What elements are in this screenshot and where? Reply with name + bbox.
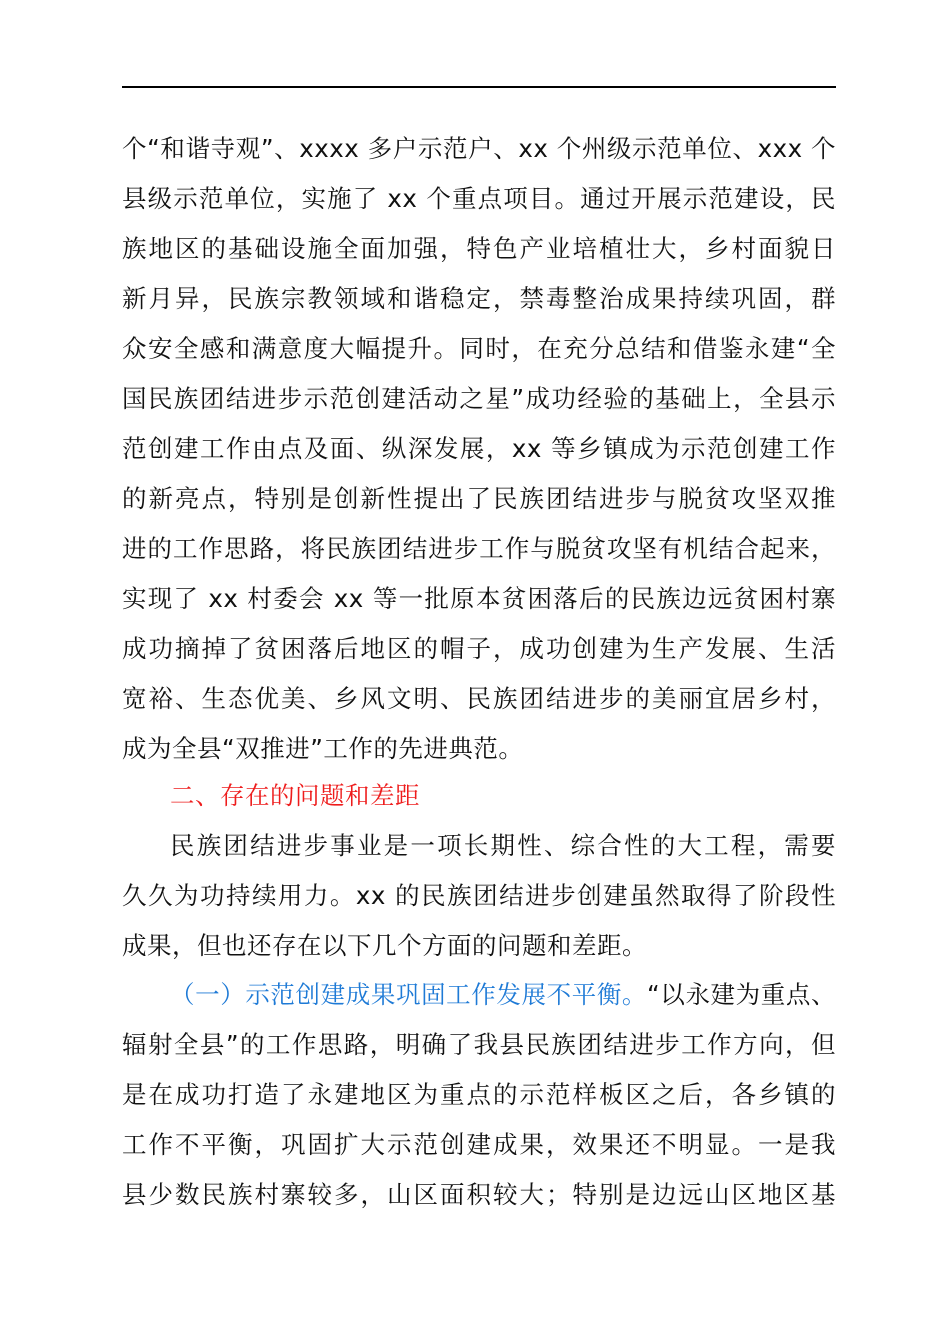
body-line: 宽裕、生态优美、乡风文明、民族团结进步的美丽宜居乡村， xyxy=(122,684,836,713)
body-line: 范创建工作由点及面、纵深发展，xx 等乡镇成为示范创建工作 xyxy=(122,434,836,463)
body-line: 成为全县“双推进”工作的先进典范。 xyxy=(122,734,524,763)
body-line: 个“和谐寺观”、xxxx 多户示范户、xx 个州级示范单位、xxx 个 xyxy=(122,134,836,163)
body-line: 成果，但也还存在以下几个方面的问题和差距。 xyxy=(122,931,647,960)
body-line: 新月异，民族宗教领域和谐稳定，禁毒整治成果持续巩固，群 xyxy=(122,284,836,313)
header-rule xyxy=(122,86,836,88)
body-line: 县级示范单位，实施了 xx 个重点项目。通过开展示范建设，民 xyxy=(122,184,836,213)
subheading: （一）示范创建成果巩固工作发展不平衡。 xyxy=(170,980,648,1009)
section-heading: 二、存在的问题和差距 xyxy=(170,781,420,810)
body-line: 工作不平衡，巩固扩大示范创建成果，效果还不明显。一是我 xyxy=(122,1130,836,1159)
body-line: 辐射全县”的工作思路，明确了我县民族团结进步工作方向，但 xyxy=(122,1030,836,1059)
body-line: 进的工作思路，将民族团结进步工作与脱贫攻坚有机结合起来， xyxy=(122,534,836,563)
subheading-tail: “以永建为重点、 xyxy=(647,980,836,1009)
body-line: 国民族团结进步示范创建活动之星”成功经验的基础上，全县示 xyxy=(122,384,836,413)
body-line: 民族团结进步事业是一项长期性、综合性的大工程，需要 xyxy=(170,831,836,860)
subheading-line xyxy=(122,970,836,1020)
body-line: 的新亮点，特别是创新性提出了民族团结进步与脱贫攻坚双推 xyxy=(122,484,836,513)
body-line: 族地区的基础设施全面加强，特色产业培植壮大，乡村面貌日 xyxy=(122,234,836,263)
body-line: 久久为功持续用力。xx 的民族团结进步创建虽然取得了阶段性 xyxy=(122,881,836,910)
body-line: 县少数民族村寨较多，山区面积较大；特别是边远山区地区基 xyxy=(122,1180,836,1209)
body-line: 众安全感和满意度大幅提升。同时，在充分总结和借鉴永建“全 xyxy=(122,334,836,363)
body-line: 实现了 xx 村委会 xx 等一批原本贫困落后的民族边远贫困村寨 xyxy=(122,584,836,613)
body-line: 成功摘掉了贫困落后地区的帽子，成功创建为生产发展、生活 xyxy=(122,634,836,663)
body-line: 是在成功打造了永建地区为重点的示范样板区之后，各乡镇的 xyxy=(122,1080,836,1109)
